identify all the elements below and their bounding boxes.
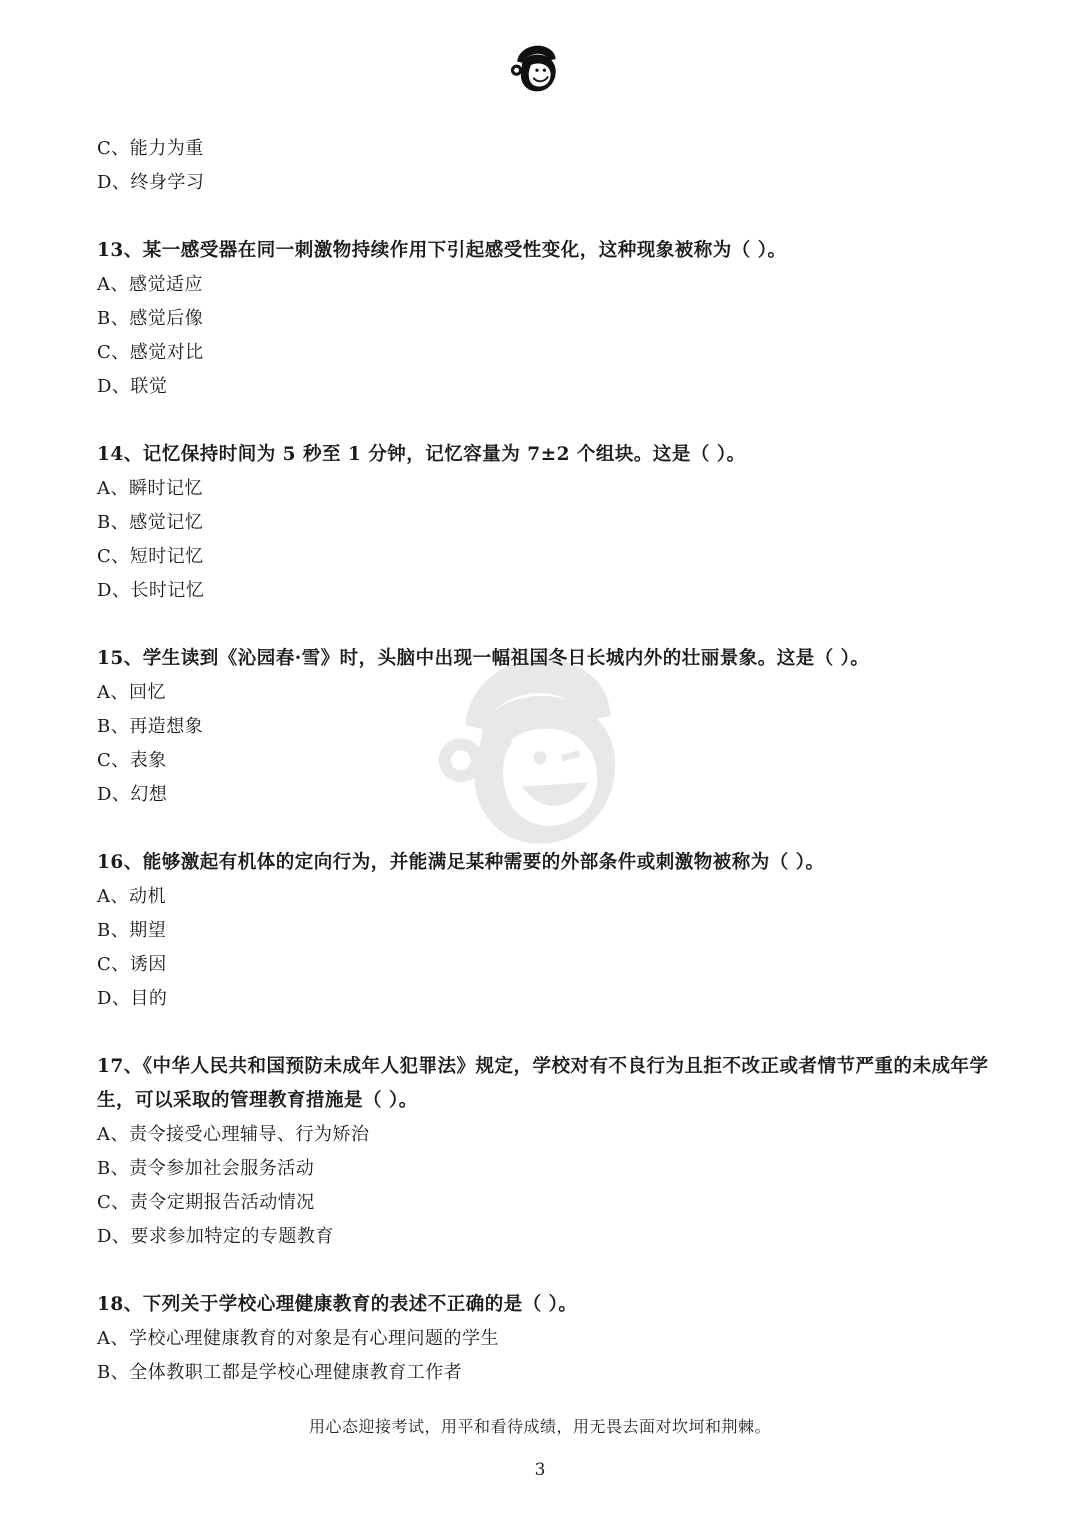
option-d: D、长时记忆	[97, 580, 205, 601]
option-c: C、感觉对比	[97, 342, 204, 363]
carryover-options	[97, 132, 997, 200]
option-b: B、感觉后像	[97, 308, 204, 329]
option-d: D、联觉	[97, 376, 168, 397]
exam-content	[97, 132, 997, 1390]
question-13	[97, 234, 997, 404]
option-c: C、能力为重	[97, 138, 204, 159]
question-title: 18、下列关于学校心理健康教育的表述不正确的是（ ）。	[97, 1294, 578, 1315]
question-15	[97, 642, 997, 812]
option-b: B、感觉记忆	[97, 512, 204, 533]
option-d: D、终身学习	[97, 172, 205, 193]
page-number: 3	[534, 1460, 546, 1480]
question-17	[97, 1050, 997, 1254]
question-16	[97, 846, 997, 1016]
option-a: A、感觉适应	[97, 274, 203, 295]
option-d: D、幻想	[97, 784, 168, 805]
option-a: A、学校心理健康教育的对象是有心理问题的学生	[97, 1328, 499, 1349]
footer-motto: 用心态迎接考试，用平和看待成绩，用无畏去面对坎坷和荆棘。	[308, 1417, 771, 1436]
monkey-mascot-icon	[506, 38, 568, 100]
option-b: B、期望	[97, 920, 167, 941]
option-b: B、全体教职工都是学校心理健康教育工作者	[97, 1362, 463, 1383]
question-title-line-1: 17、《中华人民共和国预防未成年人犯罪法》规定，学校对有不良行为且拒不改正或者情节严重的未成年学	[97, 1056, 989, 1077]
option-d: D、目的	[97, 988, 168, 1009]
option-c: C、诱因	[97, 954, 167, 975]
option-b: B、再造想象	[97, 716, 204, 737]
question-title: 13、某一感受器在同一刺激物持续作用下引起感受性变化，这种现象被称为（ ）。	[97, 240, 787, 261]
option-a: A、回忆	[97, 682, 166, 703]
option-a: A、责令接受心理辅导、行为矫治	[97, 1124, 370, 1145]
option-c: C、责令定期报告活动情况	[97, 1192, 315, 1213]
option-a: A、动机	[97, 886, 166, 907]
option-c: C、表象	[97, 750, 167, 771]
question-title: 15、学生读到《沁园春·雪》时，头脑中出现一幅祖国冬日长城内外的壮丽景象。这是（ ）。	[97, 648, 870, 669]
option-c: C、短时记忆	[97, 546, 204, 567]
question-title: 14、记忆保持时间为 5 秒至 1 分钟，记忆容量为 7±2 个组块。这是（ ）。	[97, 444, 746, 465]
option-d: D、要求参加特定的专题教育	[97, 1226, 334, 1247]
option-b: B、责令参加社会服务活动	[97, 1158, 315, 1179]
question-title: 16、能够激起有机体的定向行为，并能满足某种需要的外部条件或刺激物被称为（ ）。	[97, 852, 825, 873]
question-14	[97, 438, 997, 608]
question-title-line-2: 生，可以采取的管理教育措施是（ ）。	[97, 1090, 418, 1111]
question-18	[97, 1288, 997, 1390]
option-a: A、瞬时记忆	[97, 478, 203, 499]
